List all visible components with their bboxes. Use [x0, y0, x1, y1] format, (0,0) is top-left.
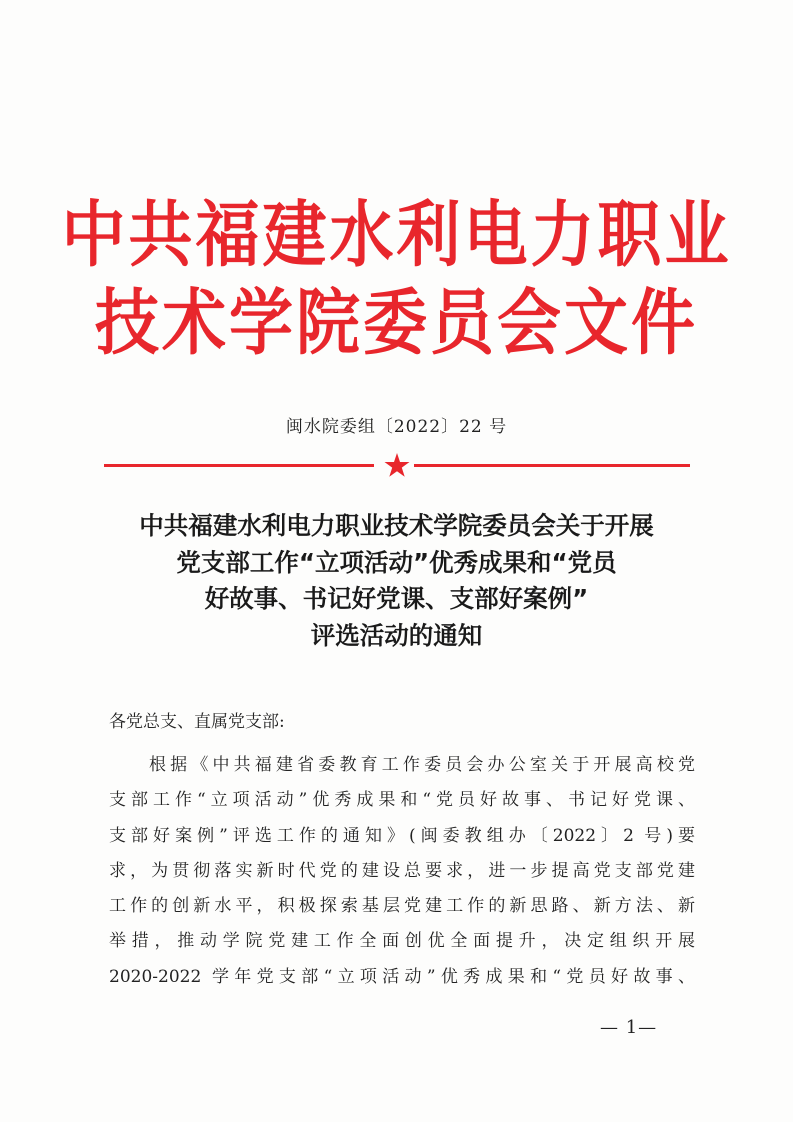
red-divider: [104, 455, 690, 477]
document-number: 闽水院委组〔2022〕22 号: [285, 417, 508, 437]
title-line: 中共福建水利电力职业技术学院委员会关于开展: [139, 511, 654, 540]
letterhead-line-1: 中共福建水利电力职业: [61, 194, 732, 278]
body-line: 根据《中共福建省委教育工作委员会办公室关于开展高校党: [149, 755, 695, 775]
body-line: 求，为贯彻落实新时代党的建设总要求，进一步提高党支部党建: [109, 860, 695, 881]
body-line: 2020-2022 学年党支部“立项活动”优秀成果和“党员好故事、: [109, 966, 695, 987]
body-line: 支部好案例”评选工作的通知》(闽委教组办〔2022〕2 号)要: [109, 825, 695, 846]
title-line: 好故事、书记好党课、支部好案例”: [204, 584, 589, 613]
red-rule-right: [414, 464, 690, 467]
body-line: 举措，推动学院党建工作全面创优全面提升，决定组织开展: [109, 931, 695, 952]
body-line: 支部工作“立项活动”优秀成果和“党员好故事、书记好党课、: [109, 790, 695, 811]
title-line: 党支部工作“立项活动”优秀成果和“党员: [176, 547, 617, 577]
body-paragraph: [109, 748, 695, 995]
page-number: — 1—: [600, 1017, 658, 1038]
body-line: 工作的创新水平，积极探索基层党建工作的新思路、新方法、新: [109, 896, 695, 917]
notice-title: [0, 508, 793, 654]
red-rule-left: [104, 464, 374, 467]
letterhead-line-2: 技术学院委员会文件: [95, 282, 698, 366]
salutation: 各党总支、直属党支部:: [109, 712, 285, 732]
title-line: 评选活动的通知: [310, 620, 483, 650]
star-icon: [384, 452, 410, 478]
